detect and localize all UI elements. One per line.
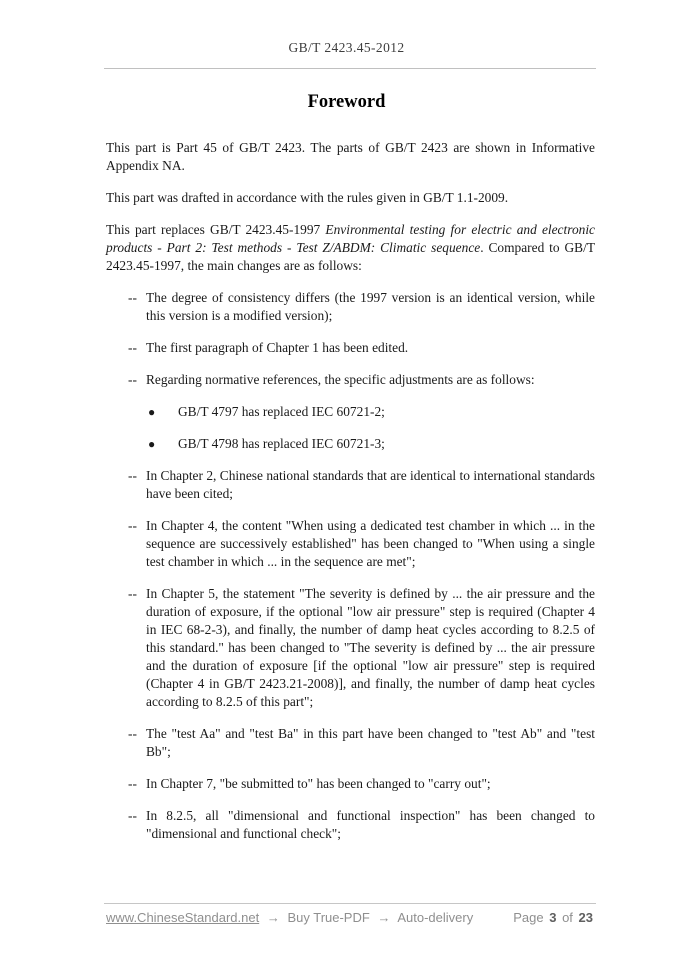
dash-marker: --	[128, 808, 137, 823]
doc-number: GB/T 2423.45-2012	[288, 40, 405, 55]
document-body	[106, 139, 595, 857]
arrow-icon: →	[266, 910, 280, 925]
change-item	[106, 585, 595, 711]
change-item-text: In Chapter 7, "be submitted to" has been changed to "carry out";	[146, 776, 491, 791]
change-item	[106, 725, 595, 761]
replacement-item-text: GB/T 4797 has replaced IEC 60721-2;	[178, 404, 385, 419]
footer-buy-label: Buy True-PDF	[287, 910, 370, 925]
footer-site-link[interactable]: www.ChineseStandard.net	[106, 910, 260, 925]
change-item-text: The "test Aa" and "test Ba" in this part have been changed to "test Ab" and "test Bb";	[146, 726, 595, 759]
arrow-icon: →	[377, 910, 391, 925]
change-item	[106, 339, 595, 357]
bullet-marker: ●	[148, 437, 156, 451]
change-item-text: In 8.2.5, all "dimensional and functional inspection" has been changed to "dimensional and functional check";	[146, 808, 595, 841]
footer-promo	[106, 910, 473, 925]
change-item-text: In Chapter 5, the statement "The severity is defined by ... the air pressure and the duration of exposure, if the optional "low air pressure" step is required (Chapter 4 in IEC 68-2-3), and finally, the number of damp heat cycles according to 8.2.5 of this standard." has been changed to "The severity is defined by ... the air pressure and the duration of exposure [if the optional "low air pressure" step is required (Chapter 4 in GB/T 2423.21-2008)], and finally, the number of damp heat cycles according to 8.2.5 of this part";	[146, 586, 595, 709]
paragraph: This part is Part 45 of GB/T 2423. The parts of GB/T 2423 are shown in Informative Appendix NA.	[106, 140, 595, 173]
page-current: 3	[549, 910, 557, 925]
dash-marker: --	[128, 586, 137, 601]
dash-marker: --	[128, 468, 137, 483]
footer	[106, 910, 595, 925]
replacement-item	[106, 435, 595, 453]
change-item	[106, 371, 595, 389]
page-indicator	[513, 910, 595, 925]
dash-marker: --	[128, 290, 137, 305]
bullet-marker: ●	[148, 405, 156, 419]
dash-marker: --	[128, 776, 137, 791]
change-item-text: The degree of consistency differs (the 1997 version is an identical version, while this version is a modified version);	[146, 290, 595, 323]
page-title: Foreword	[307, 92, 386, 112]
dash-marker: --	[128, 372, 137, 387]
footer-delivery-label: Auto-delivery	[397, 910, 474, 925]
change-item-text: In Chapter 4, the content "When using a dedicated test chamber in which ... in the sequence are successively established" has been changed to "When using a single test chamber in which ... in the sequence are met";	[146, 518, 595, 569]
change-item	[106, 807, 595, 843]
paragraph-text: . Compared to GB/T 2423.45-1997, the main changes are as follows:	[106, 240, 596, 273]
change-item-text: The first paragraph of Chapter 1 has been edited.	[146, 340, 409, 355]
of-label: of	[562, 910, 573, 925]
change-item	[106, 467, 595, 503]
change-item-text: Regarding normative references, the specific adjustments are as follows:	[146, 372, 535, 387]
dash-marker: --	[128, 726, 137, 741]
change-item	[106, 289, 595, 325]
paragraph-text: This part replaces GB/T 2423.45-1997	[106, 222, 326, 237]
standard-title-italic: Environmental testing for electric and electronic products - Part 2: Test methods - Test Z/ABDM: Climatic sequence	[106, 222, 595, 255]
paragraph: This part was drafted in accordance with the rules given in GB/T 1.1-2009.	[106, 190, 509, 205]
change-item-text: In Chapter 2, Chinese national standards that are identical to international standards have been cited;	[146, 468, 595, 501]
dash-marker: --	[128, 518, 137, 533]
footer-divider	[104, 903, 596, 904]
change-item	[106, 775, 595, 793]
change-item	[106, 517, 595, 571]
page-label: Page	[513, 910, 544, 925]
dash-marker: --	[128, 340, 137, 355]
header-divider	[104, 68, 596, 69]
paragraph	[106, 221, 595, 275]
replacement-item	[106, 403, 595, 421]
replacement-item-text: GB/T 4798 has replaced IEC 60721-3;	[178, 436, 385, 451]
page-total: 23	[578, 910, 593, 925]
